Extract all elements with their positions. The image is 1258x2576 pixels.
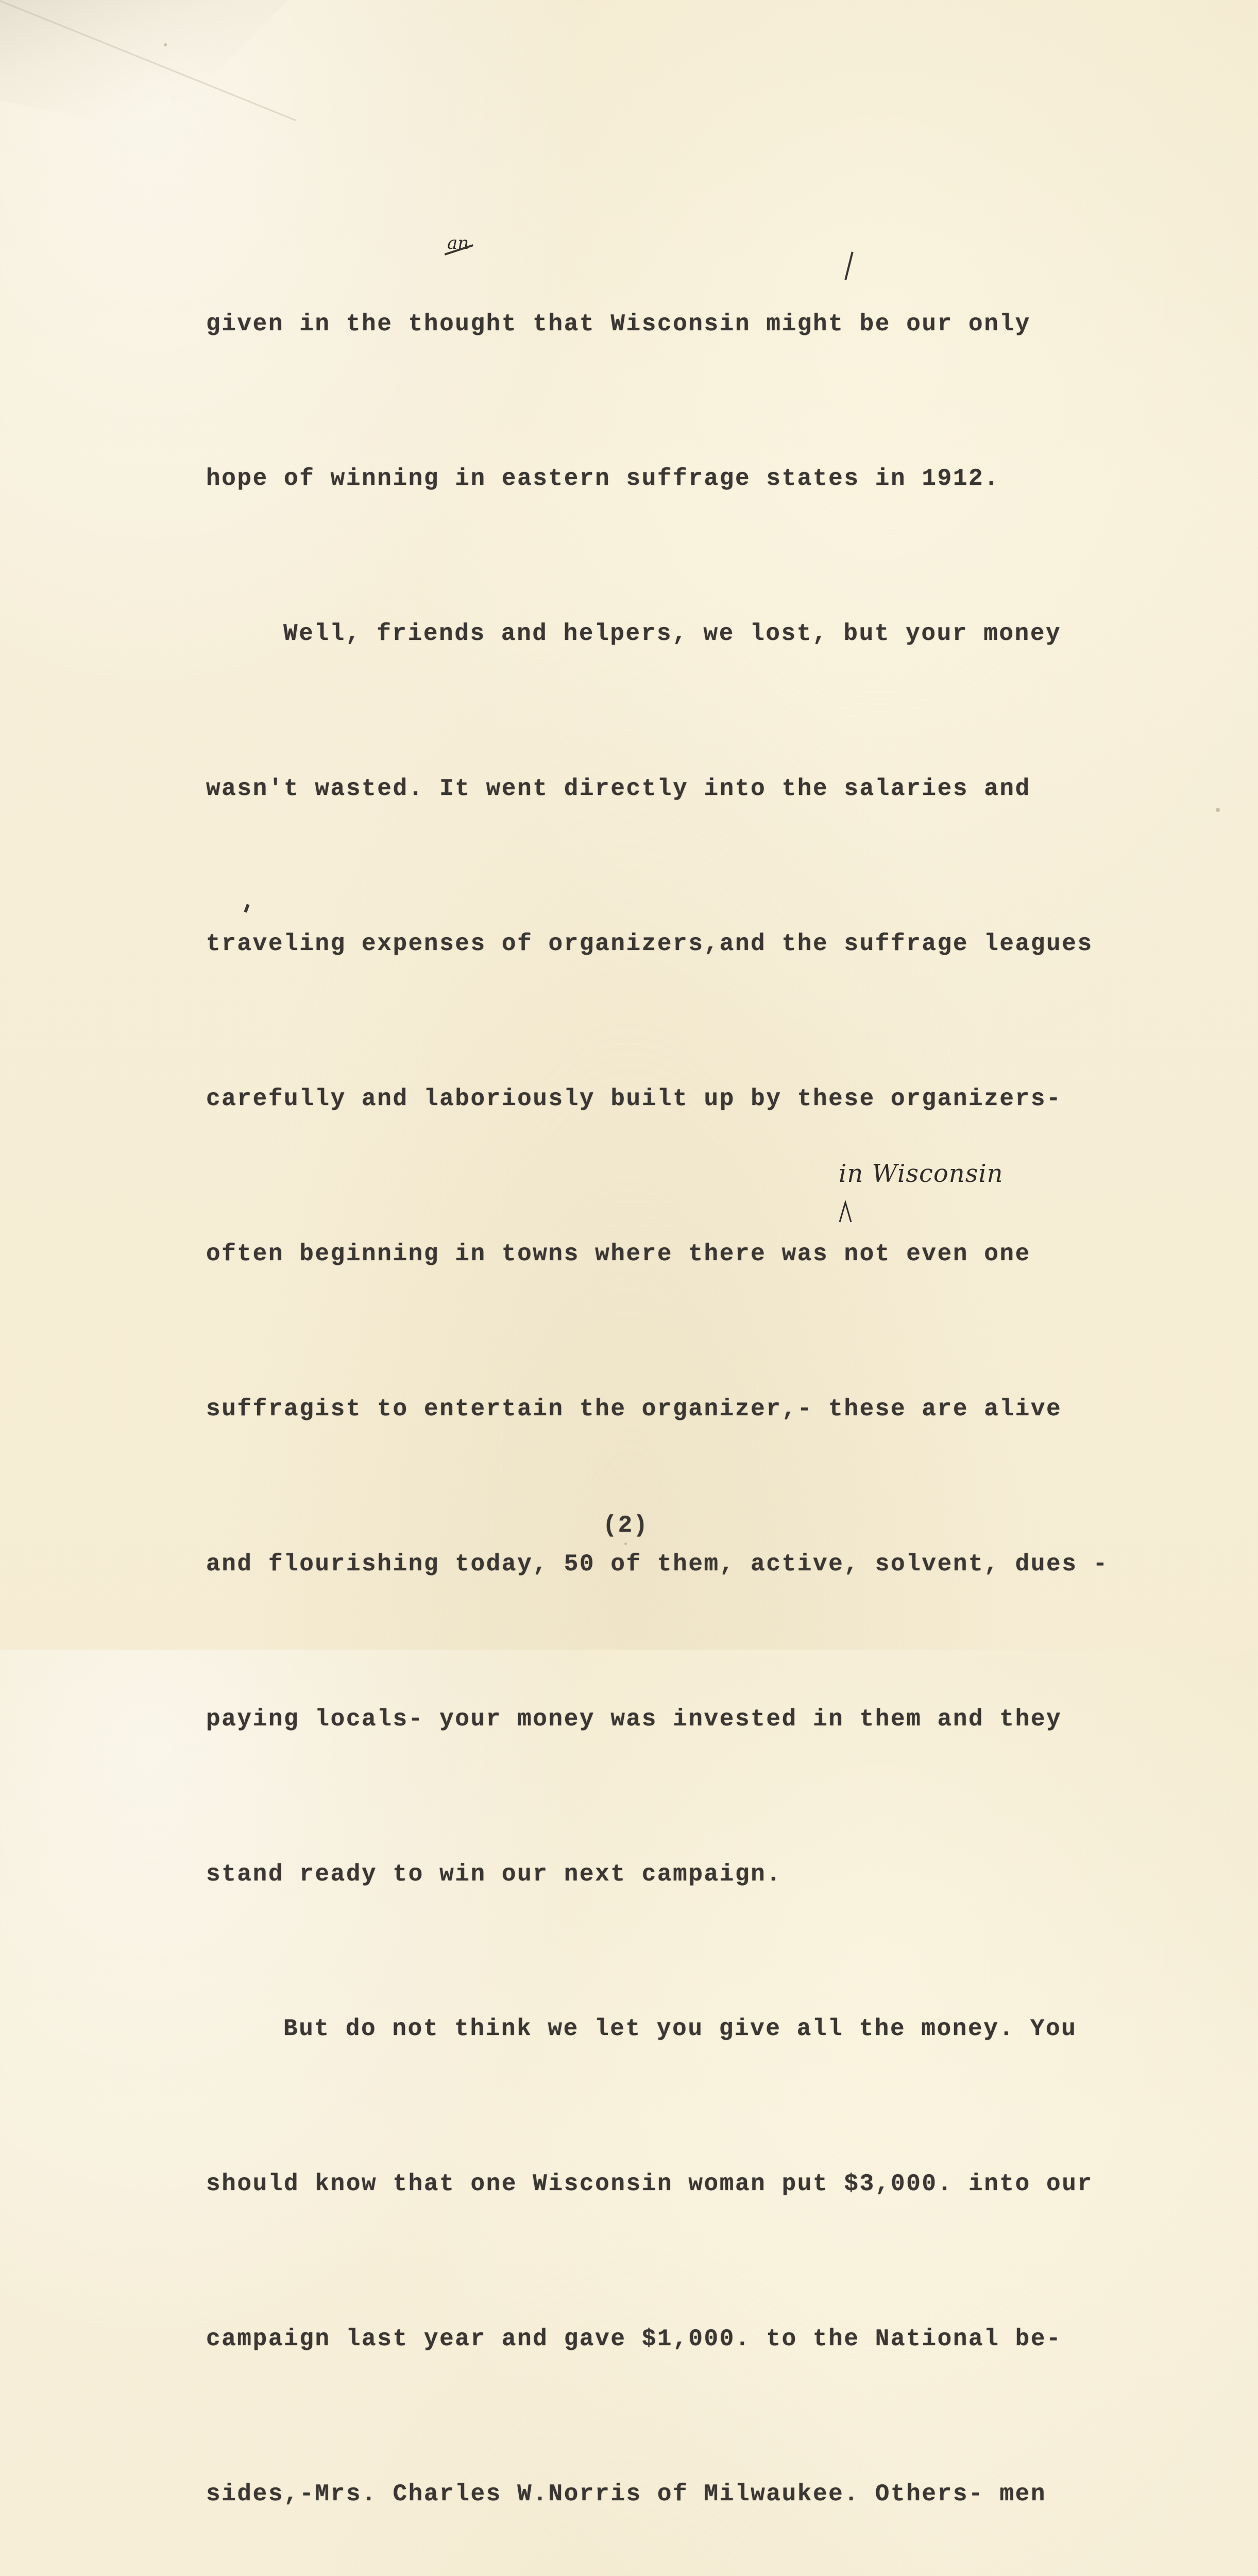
page-number: (2) bbox=[603, 1512, 649, 1539]
typed-body bbox=[206, 195, 1109, 2576]
text-line: stand ready to win our next campaign. bbox=[206, 1860, 782, 1888]
text-line: often beginning in towns where there was not even one bbox=[206, 1240, 1031, 1267]
text-line: should know that one Wisconsin woman put $3,000. into our bbox=[206, 2171, 1093, 2198]
text-line: suffragist to entertain the organizer,- these are alive bbox=[206, 1395, 1062, 1422]
text-line: Well, friends and helpers, we lost, but your money bbox=[283, 620, 1062, 648]
text-line: carefully and laboriously built up by these organizers- bbox=[206, 1086, 1062, 1113]
insertion-caret-icon bbox=[839, 1200, 852, 1223]
text-line: But do not think we let you give all the money. You bbox=[283, 2015, 1077, 2043]
handwritten-insertion: in Wisconsin bbox=[839, 1159, 1004, 1188]
text-line: and flourishing today, 50 of them, active, solvent, dues - bbox=[206, 1550, 1109, 1578]
text-line: given in the thought that Wisconsin might be our only bbox=[206, 310, 1031, 337]
text-line: traveling expenses of organizers,and the suffrage leagues bbox=[206, 930, 1093, 958]
text-line: wasn't wasted. It went directly into the salaries and bbox=[206, 775, 1031, 803]
text-line: sides,-Mrs. Charles W.Norris of Milwaukee. Others- men bbox=[206, 2481, 1047, 2508]
text-line: campaign last year and gave $1,000. to the National be- bbox=[206, 2326, 1062, 2353]
handwritten-correction: an bbox=[447, 233, 469, 253]
folded-corner bbox=[0, 0, 288, 134]
text-line: hope of winning in eastern suffrage states in 1912. bbox=[206, 465, 1000, 493]
text-line: paying locals- your money was invested in them and they bbox=[206, 1705, 1062, 1733]
